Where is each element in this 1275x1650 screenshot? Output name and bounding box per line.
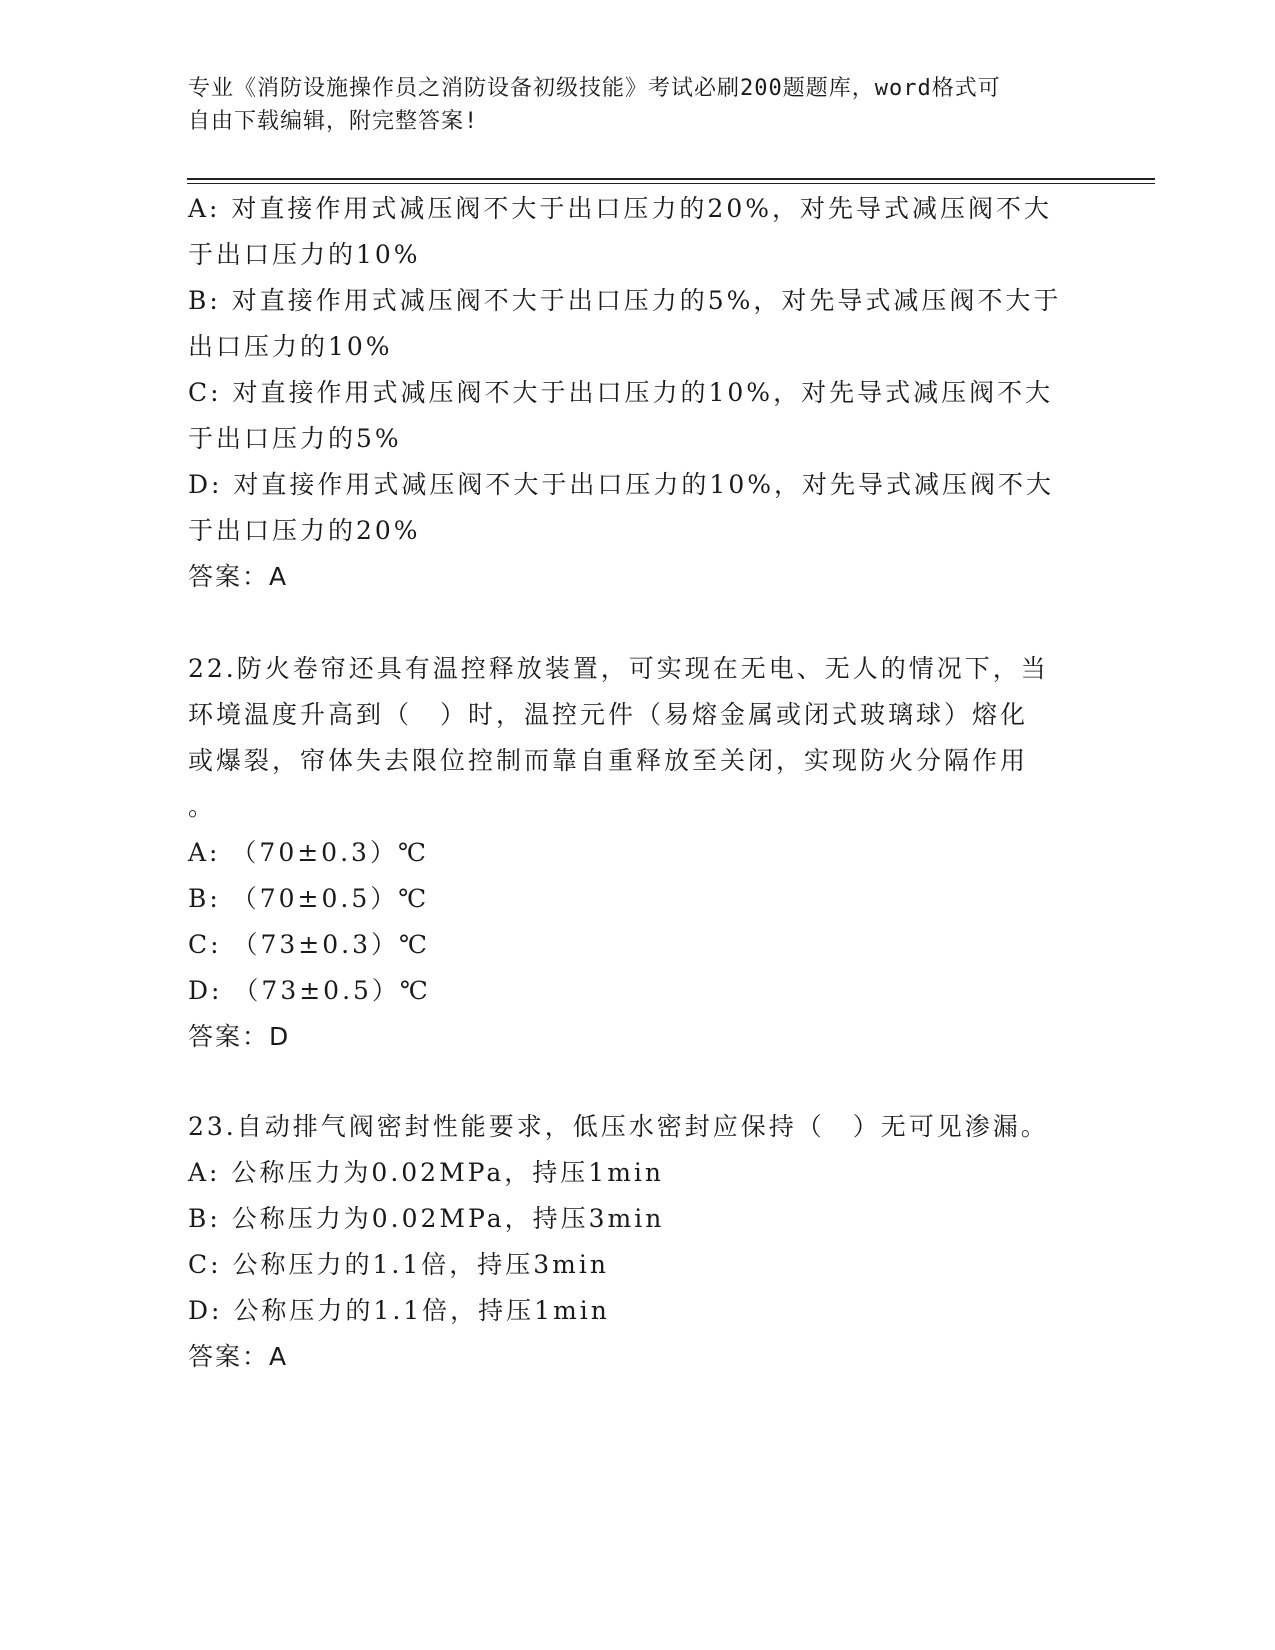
- answer-label: 答案：A: [188, 562, 289, 591]
- document-header: [188, 72, 1068, 138]
- answer-label: 答案：D: [188, 1022, 291, 1051]
- option-a-line-1: A: 对直接作用式减压阀不大于出口压力的20%，对先导式减压阀不大: [188, 194, 1052, 223]
- option-d-line-2: 于出口压力的20%: [188, 516, 421, 545]
- question-stem-line-3: 或爆裂，帘体失去限位控制而靠自重释放至关闭，实现防火分隔作用: [188, 746, 1029, 775]
- answer-label: 答案：A: [188, 1342, 289, 1371]
- question-stem-line-4: 。: [188, 792, 217, 821]
- header-divider-thick: [187, 178, 1155, 180]
- option-d: D: （73±0.5）℃: [188, 976, 431, 1005]
- header-line-1: 专业《消防设施操作员之消防设备初级技能》考试必刷200题题库，word格式可: [188, 76, 1001, 101]
- question-23-block: [188, 1104, 1088, 1380]
- option-c: C: 公称压力的1.1倍，持压3min: [188, 1250, 609, 1279]
- option-a-line-2: 于出口压力的10%: [188, 240, 421, 269]
- option-a: A: （70±0.3）℃: [188, 838, 429, 867]
- option-c: C: （73±0.3）℃: [188, 930, 430, 959]
- option-b: B: 公称压力为0.02MPa，持压3min: [188, 1204, 665, 1233]
- option-d: D: 公称压力的1.1倍，持压1min: [188, 1296, 610, 1325]
- option-b-line-1: B: 对直接作用式减压阀不大于出口压力的5%，对先导式减压阀不大于: [188, 286, 1062, 315]
- question-21-block: [188, 186, 1088, 600]
- header-line-2: 自由下载编辑，附完整答案!: [188, 109, 479, 134]
- option-a: A: 公称压力为0.02MPa，持压1min: [188, 1158, 664, 1187]
- question-22-block: [188, 646, 1088, 1060]
- option-b: B: （70±0.5）℃: [188, 884, 430, 913]
- question-stem-line-1: 22.防火卷帘还具有温控释放装置，可实现在无电、无人的情况下，当: [188, 654, 1049, 683]
- question-stem-line-2: 环境温度升高到（ ）时，温控元件（易熔金属或闭式玻璃球）熔化: [188, 700, 1029, 729]
- question-stem-line-1: 23.自动排气阀密封性能要求，低压水密封应保持（ ）无可见渗漏。: [188, 1112, 1049, 1141]
- option-b-line-2: 出口压力的10%: [188, 332, 393, 361]
- option-c-line-1: C: 对直接作用式减压阀不大于出口压力的10%，对先导式减压阀不大: [188, 378, 1054, 407]
- header-divider-thin: [187, 183, 1155, 184]
- option-d-line-1: D: 对直接作用式减压阀不大于出口压力的10%，对先导式减压阀不大: [188, 470, 1054, 499]
- option-c-line-2: 于出口压力的5%: [188, 424, 402, 453]
